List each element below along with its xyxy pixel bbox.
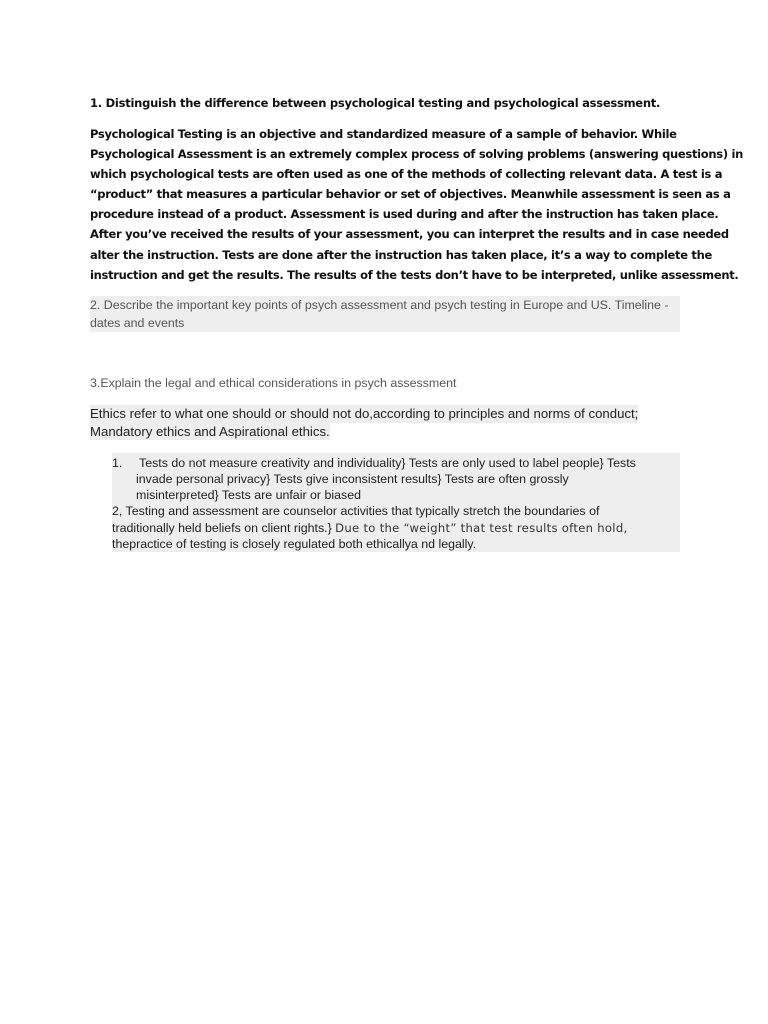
question-2-line: 2. Describe the important key points of psych assessment and psych testing in Europe and US. Timeline - (90, 298, 669, 312)
question-1-answer (90, 124, 744, 285)
list-item-line: invade personal privacy} Tests give inconsistent results} Tests are often grossly (136, 472, 569, 486)
question-3-heading: 3.Explain the legal and ethical considerations in psych assessment (90, 376, 457, 390)
list-item-line: 2, Testing and assessment are counselor activities that typically stretch the boundaries of (112, 504, 600, 518)
list-item-segment: Due to the “weight” that test results often hold, (335, 521, 628, 535)
answer-line: procedure instead of a product. Assessment is used during and after the instruction has taken place. (90, 207, 719, 222)
answer-line: Psychological Assessment is an extremely complex process of solving problems (answering questions) in (90, 147, 744, 162)
ethics-line: Ethics refer to what one should or should not do,according to principles and norms of conduct; (90, 406, 639, 421)
answer-line: instruction and get the results. The results of the tests don’t have to be interpreted, unlike assessment. (90, 267, 739, 282)
answer-line: alter the instruction. Tests are done after the instruction has taken place, it’s a way to complete the (90, 247, 712, 262)
answer-line: which psychological tests are often used as one of the methods of collecting relevant data. A test is a (90, 167, 723, 182)
answer-line: After you’ve received the results of your assessment, you can interpret the results and in case needed (90, 227, 729, 242)
ethics-paragraph (90, 405, 638, 440)
considerations-list (112, 453, 680, 552)
ethics-line: Mandatory ethics and Aspirational ethics. (90, 423, 330, 439)
list-item-line: misinterpreted} Tests are unfair or biased (136, 488, 361, 502)
list-item-number: 1. (112, 456, 123, 470)
list-item-line (112, 520, 627, 536)
answer-line: “product” that measures a particular behavior or set of objectives. Meanwhile assessment is seen as a (90, 187, 731, 202)
question-2-line: dates and events (90, 316, 185, 330)
list-item-line: thepractice of testing is closely regulated both ethicallya nd legally. (112, 537, 477, 551)
question-1-heading: 1. Distinguish the difference between psychological testing and psychological assessment. (90, 96, 661, 110)
answer-line: Psychological Testing is an objective and standardized measure of a sample of behavior. While (90, 127, 677, 141)
list-item-line: Tests do not measure creativity and individuality} Tests are only used to label people} Tests (139, 456, 636, 470)
list-item-segment: traditionally held beliefs on client rights.} (112, 521, 336, 535)
question-2 (90, 296, 680, 332)
